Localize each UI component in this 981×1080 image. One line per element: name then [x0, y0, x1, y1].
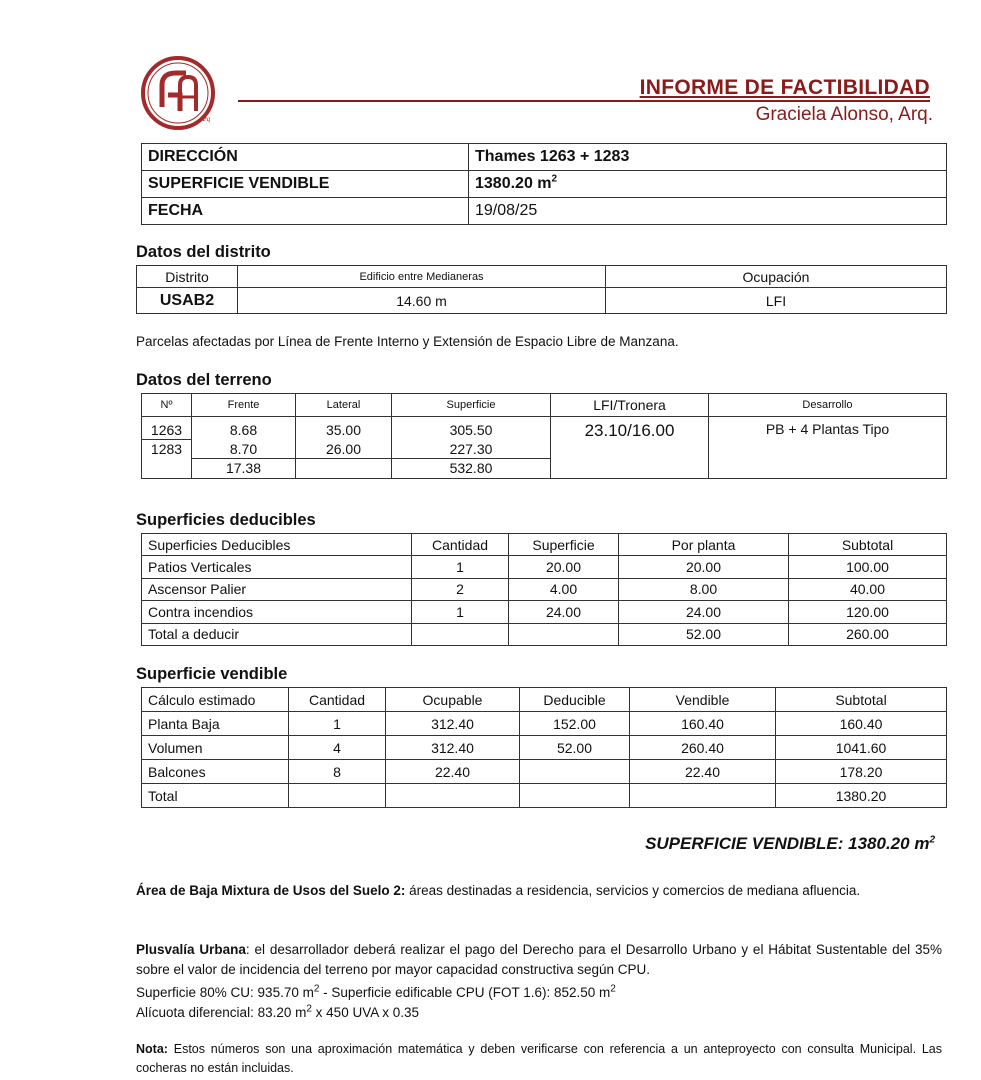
ded-header-cantidad: Cantidad: [412, 534, 509, 556]
vend-vendible: [630, 784, 776, 808]
vend-subtotal: 160.40: [776, 712, 947, 736]
vend-row-planta-baja: [142, 712, 947, 736]
vend-ocupable: 22.40: [386, 760, 520, 784]
vend-cantidad: 8: [289, 760, 386, 784]
ded-por-planta: 8.00: [619, 578, 789, 600]
deducibles-table: [141, 533, 947, 646]
lote-1263-numero: 1263: [142, 417, 192, 440]
ded-header-por-planta: Por planta: [619, 534, 789, 556]
svg-text:Arq: Arq: [200, 115, 211, 123]
terreno-title: Datos del terreno: [136, 371, 272, 389]
ded-row-incendios: [142, 601, 947, 623]
ded-header-concepto: Superficies Deducibles: [142, 534, 412, 556]
vend-header-cantidad: Cantidad: [289, 688, 386, 712]
superficie-vendible-total: SUPERFICIE VENDIBLE: 1380.20 $m^2$: [645, 834, 935, 853]
vend-row-balcones: [142, 760, 947, 784]
lote-1283-numero: 1283: [142, 440, 192, 459]
ded-por-planta: 52.00: [619, 623, 789, 645]
ded-row-total: [142, 623, 947, 645]
vend-cantidad: [289, 784, 386, 808]
distrito-title: Datos del distrito: [136, 243, 271, 261]
lote-1283-superficie: 227.30: [392, 440, 551, 459]
vend-header-ocupable: Ocupable: [386, 688, 520, 712]
ded-subtotal: 260.00: [789, 623, 947, 645]
vend-calculo: Balcones: [142, 760, 289, 784]
direccion-label: DIRECCIÓN: [142, 144, 469, 171]
ded-por-planta: 20.00: [619, 556, 789, 578]
terreno-table: [141, 393, 947, 479]
distrito-value: USAB2: [137, 288, 238, 314]
vend-calculo: Total: [142, 784, 289, 808]
fecha-label: FECHA: [142, 198, 469, 225]
fecha-value: 19/08/25: [469, 198, 947, 225]
frente-total: 17.38: [192, 458, 296, 478]
vend-header-vendible: Vendible: [630, 688, 776, 712]
nota-footer: Nota: Estos números son una aproximación matemática y deben verificarse con referencia a un anteproyecto con consulta Municipal. Las cocheras no están incluidas.: [136, 1042, 942, 1075]
vend-ocupable: 312.40: [386, 736, 520, 760]
ocupacion-header: Ocupación: [606, 266, 947, 288]
lote-1263-lateral: 35.00: [296, 417, 392, 440]
ded-header-superficie: Superficie: [509, 534, 619, 556]
vend-deducible: [520, 784, 630, 808]
lote-1263-superficie: 305.50: [392, 417, 551, 440]
vend-calculo: Planta Baja: [142, 712, 289, 736]
superficie-vendible-value: 1380.20 $m^2$: [469, 171, 947, 198]
vend-vendible: 260.40: [630, 736, 776, 760]
vend-subtotal: 1041.60: [776, 736, 947, 760]
vend-calculo: Volumen: [142, 736, 289, 760]
ded-header-subtotal: Subtotal: [789, 534, 947, 556]
frente-header: Frente: [192, 394, 296, 417]
ded-subtotal: 40.00: [789, 578, 947, 600]
ded-superficie: [509, 623, 619, 645]
vend-subtotal: 178.20: [776, 760, 947, 784]
vend-deducible: 152.00: [520, 712, 630, 736]
superficie-cu-line: Superficie 80% CU: 935.70 $m^2$ - Superficie edificable CPU (FOT 1.6): 852.50 $m^2$: [136, 983, 616, 1000]
vend-row-volumen: [142, 736, 947, 760]
lateral-header: Lateral: [296, 394, 392, 417]
superficie-total: 532.80: [392, 458, 551, 478]
ded-superficie: 20.00: [509, 556, 619, 578]
medianeras-header: Edificio entre Medianeras: [238, 266, 606, 288]
summary-table: [141, 143, 947, 225]
direccion-value: Thames 1263 + 1283: [469, 144, 947, 171]
superficie-header: Superficie: [392, 394, 551, 417]
medianeras-value: 14.60 m: [238, 288, 606, 314]
plusvalia-note: Plusvalía Urbana: el desarrollador deberá realizar el pago del Derecho para el Desarrollo Urbano y el Hábitat Sustentable del 35% sobre el valor de incidencia del terreno por mayor capacidad constructiva según CPU.: [136, 942, 942, 977]
vendible-title: Superficie vendible: [136, 665, 288, 683]
vend-header-deducible: Deducible: [520, 688, 630, 712]
ded-por-planta: 24.00: [619, 601, 789, 623]
ded-concepto: Contra incendios: [142, 601, 412, 623]
summary-row-direccion: [142, 144, 947, 171]
desarrollo-value: PB + 4 Plantas Tipo: [709, 417, 947, 479]
desarrollo-header: Desarrollo: [709, 394, 947, 417]
vend-subtotal: 1380.20: [776, 784, 947, 808]
ded-concepto: Ascensor Palier: [142, 578, 412, 600]
vend-ocupable: 312.40: [386, 712, 520, 736]
vendible-table: [141, 687, 947, 808]
ded-subtotal: 100.00: [789, 556, 947, 578]
report-title: INFORME DE FACTIBILIDAD: [639, 76, 930, 99]
ded-cantidad: 1: [412, 601, 509, 623]
vend-vendible: 160.40: [630, 712, 776, 736]
vend-ocupable: [386, 784, 520, 808]
lfi-header: LFI/Tronera: [551, 394, 709, 417]
ded-row-ascensor: [142, 578, 947, 600]
lote-1283-frente: 8.70: [192, 440, 296, 459]
vend-deducible: 52.00: [520, 736, 630, 760]
vend-cantidad: 1: [289, 712, 386, 736]
summary-row-superficie: [142, 171, 947, 198]
distrito-table: [136, 265, 947, 314]
vend-deducible: [520, 760, 630, 784]
vend-vendible: 22.40: [630, 760, 776, 784]
ded-cantidad: [412, 623, 509, 645]
superficie-vendible-label: SUPERFICIE VENDIBLE: [142, 171, 469, 198]
parcelas-note: Parcelas afectadas por Línea de Frente Interno y Extensión de Espacio Libre de Manzana.: [136, 334, 679, 349]
ocupacion-value: LFI: [606, 288, 947, 314]
ded-concepto: Patios Verticales: [142, 556, 412, 578]
ded-concepto: Total a deducir: [142, 623, 412, 645]
area-note: Área de Baja Mixtura de Usos del Suelo 2: áreas destinadas a residencia, servicios y comercios de mediana afluencia.: [136, 883, 861, 898]
ded-superficie: 4.00: [509, 578, 619, 600]
ded-row-patios: [142, 556, 947, 578]
deducibles-title: Superficies deducibles: [136, 511, 316, 529]
lote-1263-frente: 8.68: [192, 417, 296, 440]
alicuota-line: Alícuota diferencial: 83.20 $m^2$ x 450 UVA x 0.35: [136, 1003, 419, 1020]
vend-cantidad: 4: [289, 736, 386, 760]
lote-1283-lateral: 26.00: [296, 440, 392, 459]
vend-row-total: [142, 784, 947, 808]
report-author: Graciela Alonso, Arq.: [755, 104, 933, 125]
vend-header-calculo: Cálculo estimado: [142, 688, 289, 712]
summary-row-fecha: [142, 198, 947, 225]
header-divider: [238, 100, 930, 102]
ded-cantidad: 1: [412, 556, 509, 578]
ded-cantidad: 2: [412, 578, 509, 600]
numero-header: Nº: [142, 394, 192, 417]
vend-header-subtotal: Subtotal: [776, 688, 947, 712]
distrito-header: Distrito: [137, 266, 238, 288]
ded-subtotal: 120.00: [789, 601, 947, 623]
ga-logo: [140, 55, 218, 131]
lfi-value: 23.10/16.00: [551, 417, 709, 479]
ded-superficie: 24.00: [509, 601, 619, 623]
